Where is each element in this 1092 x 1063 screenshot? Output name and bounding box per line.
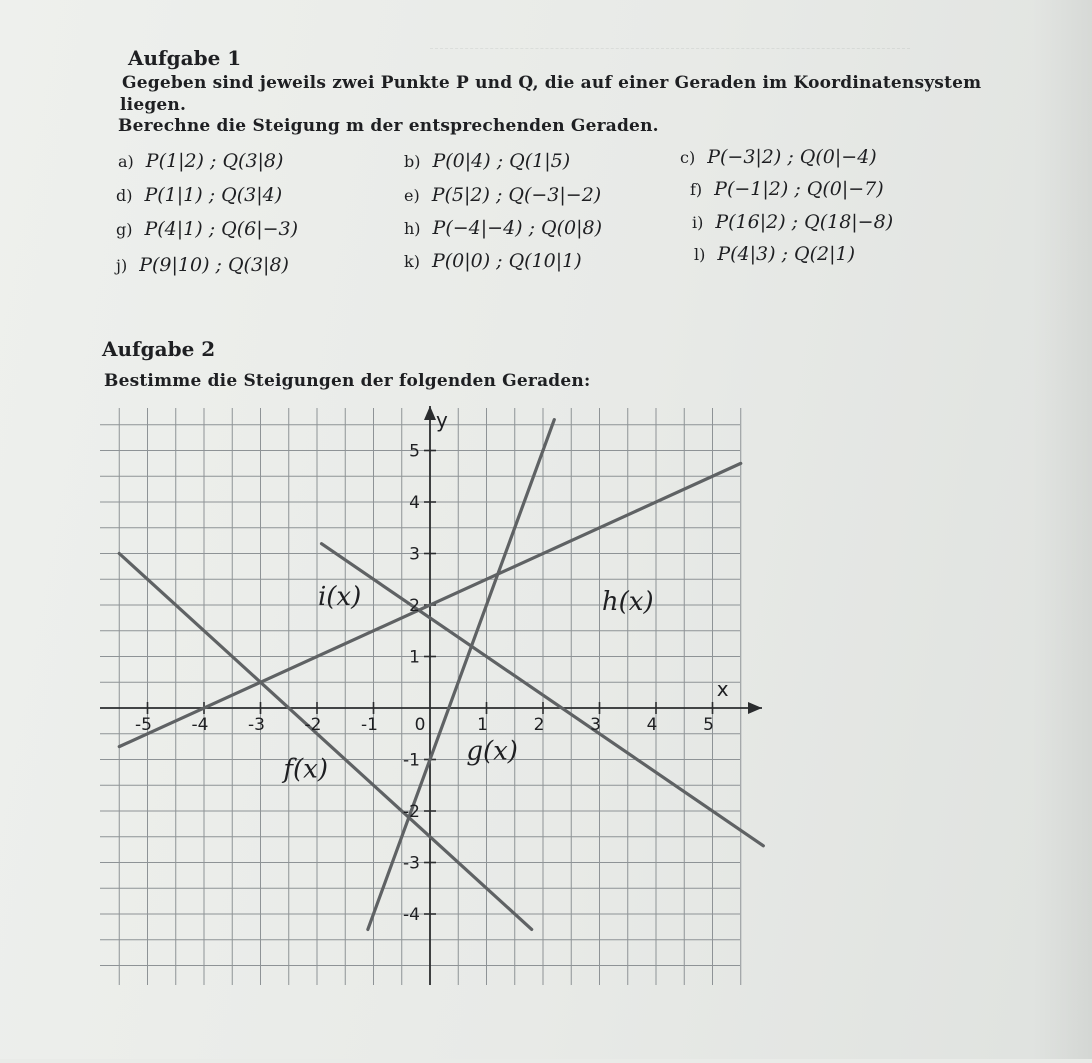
x-tick-label: 5 [703, 715, 714, 735]
task-expression: P(−4|−4) ; Q(0|8) [432, 217, 603, 239]
task-label: i) [692, 213, 704, 232]
task-label: a) [118, 152, 134, 171]
task-label: j) [116, 256, 128, 275]
grid [100, 408, 741, 985]
axes [100, 406, 762, 985]
y-axis-arrow [424, 406, 436, 420]
task-expression: P(−3|2) ; Q(0|−4) [707, 146, 877, 168]
x-tick-label: -1 [361, 715, 378, 735]
task-label: b) [404, 152, 421, 171]
aufgabe2-heading: Aufgabe 2 [102, 337, 216, 361]
task-expression: P(0|0) ; Q(10|1) [431, 250, 582, 272]
function-label: g(x) [466, 736, 518, 767]
task-label: c) [680, 148, 696, 167]
x-tick-label: 1 [477, 715, 488, 735]
task-label: l) [694, 245, 706, 264]
y-tick-label: -1 [403, 750, 420, 771]
x-tick-label: -4 [191, 715, 209, 735]
task-expression: P(1|1) ; Q(3|4) [144, 184, 283, 206]
x-axis-label: x [716, 677, 729, 701]
x-tick-label: 3 [590, 715, 601, 735]
task-expression: P(0|4) ; Q(1|5) [432, 150, 571, 172]
y-tick-label: 4 [409, 493, 420, 513]
task-expression: P(4|3) ; Q(2|1) [717, 243, 856, 265]
y-axis-label: y [436, 407, 448, 432]
x-tick-label: 4 [646, 715, 658, 735]
task-expression: P(5|2) ; Q(−3|−2) [431, 184, 602, 206]
y-tick-label: -4 [403, 905, 420, 925]
task-label: g) [116, 220, 133, 239]
y-tick-label: -2 [403, 802, 420, 822]
aufgabe1-instruction: Berechne die Steigung m der entsprechenden Geraden. [118, 116, 659, 136]
aufgabe1-heading: Aufgabe 1 [128, 46, 242, 70]
function-line-g [368, 420, 554, 930]
function-label: f(x) [283, 754, 328, 785]
task-label: h) [404, 219, 421, 238]
task-label: d) [116, 186, 133, 205]
y-tick-label: 1 [409, 647, 420, 668]
task-expression: P(−1|2) ; Q(0|−7) [714, 178, 884, 200]
tick-labels [135, 408, 729, 925]
aufgabe2-instruction: Bestimme die Steigungen der folgenden Geraden: [104, 371, 591, 391]
y-tick-label: -3 [403, 853, 420, 874]
task-label: f) [690, 180, 703, 199]
x-tick-label: 2 [533, 715, 545, 735]
task-expression: P(16|2) ; Q(18|−8) [715, 211, 894, 233]
x-tick-label: 0 [414, 715, 426, 735]
y-tick-label: 5 [409, 441, 420, 462]
x-tick-label: -5 [135, 715, 152, 735]
function-label: h(x) [601, 587, 654, 618]
y-tick-label: 3 [409, 544, 420, 565]
y-tick-label: 2 [409, 596, 420, 616]
function-lines [119, 420, 763, 930]
task-expression: P(4|1) ; Q(6|−3) [144, 218, 299, 240]
task-label: k) [404, 252, 420, 271]
task-expression: P(1|2) ; Q(3|8) [145, 150, 284, 172]
aufgabe1-intro-line2: liegen. [120, 95, 187, 115]
task-label: e) [404, 186, 420, 205]
function-line-h [322, 544, 764, 846]
x-tick-label: -3 [248, 715, 265, 735]
aufgabe1-intro-line1: Gegeben sind jeweils zwei Punkte P und Q, die auf einer Geraden im Koordinatensystem [122, 73, 982, 93]
task-expression: P(9|10) ; Q(3|8) [139, 254, 289, 276]
function-label: i(x) [317, 582, 362, 612]
x-axis-arrow [748, 702, 762, 714]
x-tick-label: -2 [304, 715, 322, 735]
